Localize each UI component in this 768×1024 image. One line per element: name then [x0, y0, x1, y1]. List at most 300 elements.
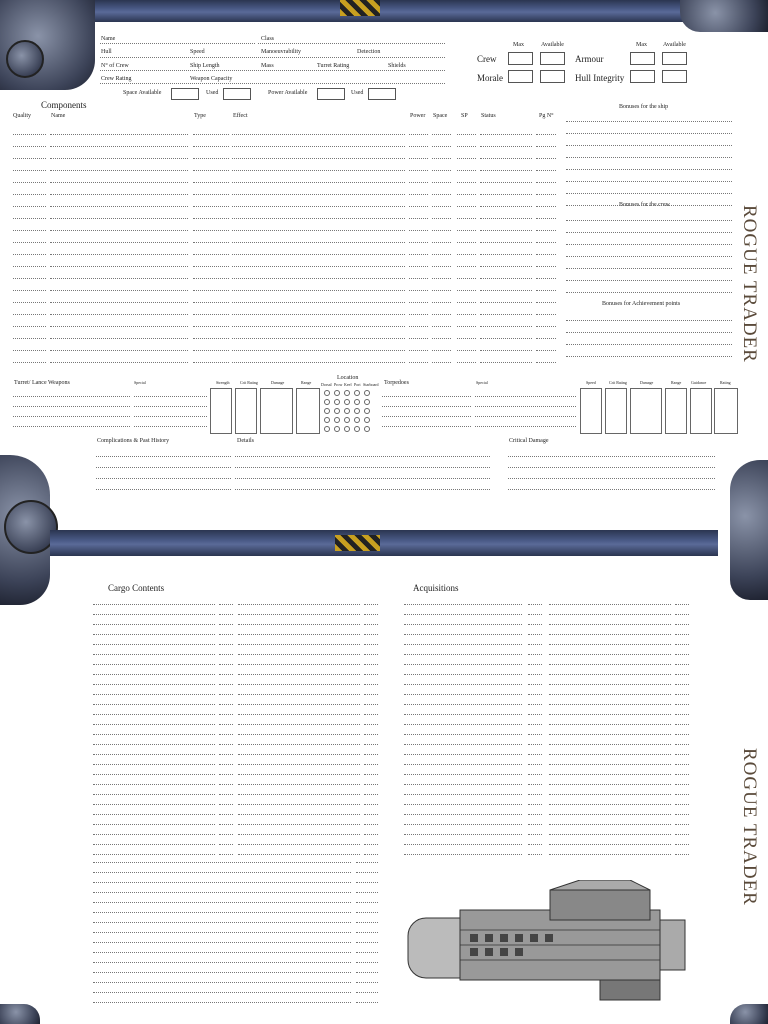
- component-cell[interactable]: [457, 218, 476, 219]
- cargo-line[interactable]: [238, 674, 360, 675]
- cargo-qty-line[interactable]: [356, 942, 378, 943]
- acquisition-line[interactable]: [404, 664, 522, 665]
- cargo-line[interactable]: [93, 734, 215, 735]
- component-cell[interactable]: [536, 314, 556, 315]
- cargo-qty-line[interactable]: [364, 714, 378, 715]
- component-cell[interactable]: [193, 158, 229, 159]
- location-checkbox[interactable]: [334, 408, 340, 414]
- component-cell[interactable]: [409, 170, 428, 171]
- cargo-line[interactable]: [238, 834, 360, 835]
- cargo-qty-line[interactable]: [364, 624, 378, 625]
- cargo-line[interactable]: [93, 942, 351, 943]
- acquisition-line[interactable]: [549, 794, 671, 795]
- component-cell[interactable]: [457, 182, 476, 183]
- cargo-line[interactable]: [238, 634, 360, 635]
- component-cell[interactable]: [232, 182, 405, 183]
- component-cell[interactable]: [432, 302, 451, 303]
- cargo-qty-line[interactable]: [364, 614, 378, 615]
- acquisition-qty-line[interactable]: [528, 624, 542, 625]
- acquisition-qty-line[interactable]: [528, 654, 542, 655]
- morale-available-box[interactable]: [540, 70, 565, 83]
- cargo-qty-line[interactable]: [219, 714, 233, 715]
- acquisition-qty-line[interactable]: [675, 604, 689, 605]
- acquisition-line[interactable]: [404, 734, 522, 735]
- component-cell[interactable]: [409, 314, 428, 315]
- cargo-qty-line[interactable]: [364, 734, 378, 735]
- bonus-line[interactable]: [566, 280, 732, 281]
- acquisition-qty-line[interactable]: [675, 854, 689, 855]
- cargo-line[interactable]: [93, 794, 215, 795]
- bonus-line[interactable]: [566, 344, 732, 345]
- component-cell[interactable]: [432, 362, 451, 363]
- component-cell[interactable]: [432, 146, 451, 147]
- acquisition-qty-line[interactable]: [528, 824, 542, 825]
- acquisition-line[interactable]: [549, 604, 671, 605]
- cargo-line[interactable]: [93, 694, 215, 695]
- location-checkbox[interactable]: [324, 390, 330, 396]
- cargo-line[interactable]: [238, 744, 360, 745]
- component-cell[interactable]: [480, 362, 532, 363]
- cargo-qty-line[interactable]: [219, 644, 233, 645]
- component-cell[interactable]: [432, 182, 451, 183]
- acquisition-qty-line[interactable]: [528, 644, 542, 645]
- component-cell[interactable]: [409, 218, 428, 219]
- acquisition-qty-line[interactable]: [675, 614, 689, 615]
- hull-integrity-available-box[interactable]: [662, 70, 687, 83]
- component-cell[interactable]: [193, 254, 229, 255]
- cargo-qty-line[interactable]: [364, 824, 378, 825]
- acquisition-line[interactable]: [549, 804, 671, 805]
- component-cell[interactable]: [480, 134, 532, 135]
- bonus-line[interactable]: [566, 244, 732, 245]
- acquisition-qty-line[interactable]: [528, 634, 542, 635]
- cargo-qty-line[interactable]: [219, 754, 233, 755]
- acquisition-line[interactable]: [549, 764, 671, 765]
- location-checkbox[interactable]: [324, 417, 330, 423]
- acquisition-qty-line[interactable]: [675, 634, 689, 635]
- acquisition-qty-line[interactable]: [528, 704, 542, 705]
- cargo-line[interactable]: [93, 674, 215, 675]
- turret-special-line[interactable]: [134, 416, 207, 417]
- cargo-line[interactable]: [93, 902, 351, 903]
- component-cell[interactable]: [432, 194, 451, 195]
- acquisition-line[interactable]: [404, 834, 522, 835]
- cargo-line[interactable]: [93, 952, 351, 953]
- component-cell[interactable]: [50, 278, 188, 279]
- component-cell[interactable]: [409, 194, 428, 195]
- component-cell[interactable]: [480, 278, 532, 279]
- acquisition-line[interactable]: [549, 664, 671, 665]
- morale-max-box[interactable]: [508, 70, 533, 83]
- component-cell[interactable]: [50, 146, 188, 147]
- cargo-line[interactable]: [93, 764, 215, 765]
- component-cell[interactable]: [193, 362, 229, 363]
- component-cell[interactable]: [193, 218, 229, 219]
- component-cell[interactable]: [232, 314, 405, 315]
- cargo-qty-line[interactable]: [356, 922, 378, 923]
- cargo-qty-line[interactable]: [364, 854, 378, 855]
- cargo-line[interactable]: [93, 824, 215, 825]
- cargo-qty-line[interactable]: [364, 694, 378, 695]
- component-cell[interactable]: [457, 134, 476, 135]
- component-cell[interactable]: [409, 206, 428, 207]
- acquisition-line[interactable]: [549, 704, 671, 705]
- component-cell[interactable]: [193, 302, 229, 303]
- component-cell[interactable]: [50, 218, 188, 219]
- component-cell[interactable]: [480, 218, 532, 219]
- cargo-line[interactable]: [93, 684, 215, 685]
- location-checkbox[interactable]: [324, 408, 330, 414]
- component-cell[interactable]: [480, 338, 532, 339]
- cargo-qty-line[interactable]: [219, 704, 233, 705]
- component-cell[interactable]: [480, 350, 532, 351]
- acquisition-qty-line[interactable]: [675, 724, 689, 725]
- component-cell[interactable]: [13, 278, 46, 279]
- cargo-line[interactable]: [93, 704, 215, 705]
- bonus-line[interactable]: [566, 121, 732, 122]
- location-checkbox[interactable]: [344, 417, 350, 423]
- location-checkbox[interactable]: [364, 399, 370, 405]
- cargo-qty-line[interactable]: [364, 814, 378, 815]
- acquisition-qty-line[interactable]: [528, 604, 542, 605]
- acquisition-line[interactable]: [549, 654, 671, 655]
- cargo-qty-line[interactable]: [219, 794, 233, 795]
- component-cell[interactable]: [193, 266, 229, 267]
- component-cell[interactable]: [457, 242, 476, 243]
- acquisition-line[interactable]: [404, 844, 522, 845]
- acquisition-qty-line[interactable]: [528, 844, 542, 845]
- cargo-line[interactable]: [93, 862, 351, 863]
- torpedo-line[interactable]: [382, 396, 471, 397]
- bonus-line[interactable]: [566, 169, 732, 170]
- acquisition-line[interactable]: [549, 774, 671, 775]
- component-cell[interactable]: [536, 290, 556, 291]
- bonus-line[interactable]: [566, 256, 732, 257]
- cargo-line[interactable]: [93, 872, 351, 873]
- component-cell[interactable]: [480, 170, 532, 171]
- cargo-qty-line[interactable]: [364, 604, 378, 605]
- cargo-qty-line[interactable]: [356, 862, 378, 863]
- cargo-line[interactable]: [238, 654, 360, 655]
- power-available-box[interactable]: [317, 88, 345, 100]
- turret-stat-cell[interactable]: [210, 388, 232, 434]
- component-cell[interactable]: [457, 278, 476, 279]
- component-cell[interactable]: [193, 206, 229, 207]
- cargo-qty-line[interactable]: [356, 912, 378, 913]
- acquisition-qty-line[interactable]: [675, 844, 689, 845]
- cargo-line[interactable]: [238, 614, 360, 615]
- component-cell[interactable]: [536, 362, 556, 363]
- component-cell[interactable]: [193, 338, 229, 339]
- acquisition-line[interactable]: [404, 724, 522, 725]
- torpedo-stat-cell[interactable]: [714, 388, 738, 434]
- component-cell[interactable]: [232, 170, 405, 171]
- bonus-line[interactable]: [566, 193, 732, 194]
- turret-weapon-line[interactable]: [13, 416, 130, 417]
- location-checkbox[interactable]: [364, 408, 370, 414]
- acquisition-qty-line[interactable]: [675, 654, 689, 655]
- component-cell[interactable]: [13, 302, 46, 303]
- cargo-line[interactable]: [93, 892, 351, 893]
- torpedo-stat-cell[interactable]: [665, 388, 687, 434]
- hull-integrity-max-box[interactable]: [630, 70, 655, 83]
- turret-special-line[interactable]: [134, 426, 207, 427]
- component-cell[interactable]: [536, 146, 556, 147]
- acquisition-qty-line[interactable]: [528, 854, 542, 855]
- cargo-line[interactable]: [238, 604, 360, 605]
- component-cell[interactable]: [13, 218, 46, 219]
- cargo-qty-line[interactable]: [219, 634, 233, 635]
- cargo-line[interactable]: [238, 724, 360, 725]
- component-cell[interactable]: [536, 266, 556, 267]
- component-cell[interactable]: [480, 182, 532, 183]
- component-cell[interactable]: [193, 290, 229, 291]
- cargo-line[interactable]: [93, 714, 215, 715]
- cargo-line[interactable]: [238, 824, 360, 825]
- acquisition-qty-line[interactable]: [675, 684, 689, 685]
- acquisition-line[interactable]: [404, 624, 522, 625]
- cargo-qty-line[interactable]: [364, 724, 378, 725]
- acquisition-qty-line[interactable]: [675, 644, 689, 645]
- component-cell[interactable]: [50, 266, 188, 267]
- acquisition-qty-line[interactable]: [675, 784, 689, 785]
- cargo-line[interactable]: [93, 932, 351, 933]
- acquisition-line[interactable]: [404, 714, 522, 715]
- cargo-line[interactable]: [238, 814, 360, 815]
- component-cell[interactable]: [50, 338, 188, 339]
- acquisition-line[interactable]: [549, 734, 671, 735]
- cargo-qty-line[interactable]: [364, 784, 378, 785]
- acquisition-qty-line[interactable]: [675, 674, 689, 675]
- bonus-line[interactable]: [566, 356, 732, 357]
- acquisition-line[interactable]: [549, 614, 671, 615]
- cargo-line[interactable]: [238, 694, 360, 695]
- component-cell[interactable]: [193, 278, 229, 279]
- component-cell[interactable]: [409, 290, 428, 291]
- cargo-qty-line[interactable]: [219, 774, 233, 775]
- component-cell[interactable]: [13, 254, 46, 255]
- component-cell[interactable]: [232, 278, 405, 279]
- cargo-qty-line[interactable]: [364, 764, 378, 765]
- torpedo-stat-cell[interactable]: [690, 388, 712, 434]
- component-cell[interactable]: [536, 350, 556, 351]
- location-checkbox[interactable]: [364, 417, 370, 423]
- acquisition-qty-line[interactable]: [675, 744, 689, 745]
- cargo-qty-line[interactable]: [219, 834, 233, 835]
- component-cell[interactable]: [13, 266, 46, 267]
- location-checkbox[interactable]: [354, 408, 360, 414]
- component-cell[interactable]: [232, 302, 405, 303]
- cargo-qty-line[interactable]: [219, 844, 233, 845]
- acquisition-line[interactable]: [404, 754, 522, 755]
- cargo-line[interactable]: [93, 624, 215, 625]
- acquisition-qty-line[interactable]: [528, 714, 542, 715]
- bonus-line[interactable]: [566, 145, 732, 146]
- acquisition-qty-line[interactable]: [528, 734, 542, 735]
- cargo-qty-line[interactable]: [219, 724, 233, 725]
- component-cell[interactable]: [432, 290, 451, 291]
- acquisition-line[interactable]: [549, 634, 671, 635]
- acquisition-line[interactable]: [549, 674, 671, 675]
- cargo-qty-line[interactable]: [364, 664, 378, 665]
- location-checkbox[interactable]: [354, 390, 360, 396]
- location-checkbox[interactable]: [344, 426, 350, 432]
- acquisition-qty-line[interactable]: [528, 744, 542, 745]
- cargo-qty-line[interactable]: [364, 744, 378, 745]
- cargo-line[interactable]: [93, 962, 351, 963]
- power-used-box[interactable]: [368, 88, 396, 100]
- cargo-qty-line[interactable]: [364, 654, 378, 655]
- component-cell[interactable]: [13, 230, 46, 231]
- component-cell[interactable]: [193, 146, 229, 147]
- cargo-qty-line[interactable]: [356, 952, 378, 953]
- component-cell[interactable]: [13, 170, 46, 171]
- acquisition-line[interactable]: [549, 694, 671, 695]
- component-cell[interactable]: [13, 146, 46, 147]
- component-cell[interactable]: [232, 350, 405, 351]
- component-cell[interactable]: [50, 230, 188, 231]
- component-cell[interactable]: [50, 326, 188, 327]
- cargo-qty-line[interactable]: [356, 882, 378, 883]
- component-cell[interactable]: [432, 254, 451, 255]
- cargo-qty-line[interactable]: [219, 654, 233, 655]
- acquisition-line[interactable]: [549, 814, 671, 815]
- torpedo-stat-cell[interactable]: [580, 388, 602, 434]
- acquisition-line[interactable]: [404, 644, 522, 645]
- cargo-line[interactable]: [93, 744, 215, 745]
- turret-stat-cell[interactable]: [235, 388, 257, 434]
- location-checkbox[interactable]: [364, 390, 370, 396]
- cargo-qty-line[interactable]: [219, 604, 233, 605]
- acquisition-qty-line[interactable]: [528, 684, 542, 685]
- cargo-line[interactable]: [238, 704, 360, 705]
- component-cell[interactable]: [457, 146, 476, 147]
- component-cell[interactable]: [193, 314, 229, 315]
- component-cell[interactable]: [409, 350, 428, 351]
- component-cell[interactable]: [432, 326, 451, 327]
- acquisition-line[interactable]: [404, 634, 522, 635]
- cargo-line[interactable]: [93, 754, 215, 755]
- cargo-qty-line[interactable]: [219, 614, 233, 615]
- bonus-line[interactable]: [566, 133, 732, 134]
- component-cell[interactable]: [457, 170, 476, 171]
- component-cell[interactable]: [480, 158, 532, 159]
- torpedo-special-line[interactable]: [475, 416, 576, 417]
- component-cell[interactable]: [457, 158, 476, 159]
- location-checkbox[interactable]: [324, 426, 330, 432]
- component-cell[interactable]: [409, 146, 428, 147]
- turret-weapon-line[interactable]: [13, 396, 130, 397]
- cargo-qty-line[interactable]: [219, 734, 233, 735]
- torpedo-line[interactable]: [382, 406, 471, 407]
- component-cell[interactable]: [13, 290, 46, 291]
- component-cell[interactable]: [50, 206, 188, 207]
- acquisition-qty-line[interactable]: [675, 814, 689, 815]
- torpedo-special-line[interactable]: [475, 406, 576, 407]
- component-cell[interactable]: [536, 254, 556, 255]
- component-cell[interactable]: [432, 242, 451, 243]
- component-cell[interactable]: [193, 170, 229, 171]
- acquisition-qty-line[interactable]: [528, 764, 542, 765]
- component-cell[interactable]: [13, 206, 46, 207]
- cargo-line[interactable]: [93, 882, 351, 883]
- component-cell[interactable]: [480, 230, 532, 231]
- component-cell[interactable]: [50, 362, 188, 363]
- acquisition-line[interactable]: [404, 704, 522, 705]
- cargo-qty-line[interactable]: [364, 794, 378, 795]
- component-cell[interactable]: [232, 194, 405, 195]
- component-cell[interactable]: [536, 182, 556, 183]
- component-cell[interactable]: [13, 182, 46, 183]
- component-cell[interactable]: [457, 230, 476, 231]
- acquisition-line[interactable]: [404, 744, 522, 745]
- cargo-line[interactable]: [238, 854, 360, 855]
- component-cell[interactable]: [536, 206, 556, 207]
- component-cell[interactable]: [432, 170, 451, 171]
- component-cell[interactable]: [409, 242, 428, 243]
- component-cell[interactable]: [409, 302, 428, 303]
- component-cell[interactable]: [457, 338, 476, 339]
- cargo-line[interactable]: [93, 912, 351, 913]
- component-cell[interactable]: [536, 194, 556, 195]
- cargo-line[interactable]: [238, 754, 360, 755]
- acquisition-line[interactable]: [549, 754, 671, 755]
- torpedo-line[interactable]: [382, 426, 471, 427]
- acquisition-line[interactable]: [404, 774, 522, 775]
- cargo-line[interactable]: [93, 814, 215, 815]
- component-cell[interactable]: [232, 326, 405, 327]
- component-cell[interactable]: [13, 326, 46, 327]
- location-checkbox[interactable]: [364, 426, 370, 432]
- bonus-line[interactable]: [566, 157, 732, 158]
- component-cell[interactable]: [409, 182, 428, 183]
- bonus-line[interactable]: [566, 292, 732, 293]
- cargo-qty-line[interactable]: [364, 844, 378, 845]
- cargo-qty-line[interactable]: [219, 744, 233, 745]
- cargo-line[interactable]: [238, 784, 360, 785]
- component-cell[interactable]: [536, 230, 556, 231]
- cargo-line[interactable]: [93, 614, 215, 615]
- acquisition-qty-line[interactable]: [528, 804, 542, 805]
- cargo-qty-line[interactable]: [219, 854, 233, 855]
- component-cell[interactable]: [432, 230, 451, 231]
- component-cell[interactable]: [432, 134, 451, 135]
- cargo-qty-line[interactable]: [364, 774, 378, 775]
- component-cell[interactable]: [409, 158, 428, 159]
- cargo-qty-line[interactable]: [219, 824, 233, 825]
- acquisition-line[interactable]: [404, 764, 522, 765]
- acquisition-qty-line[interactable]: [675, 764, 689, 765]
- component-cell[interactable]: [13, 314, 46, 315]
- cargo-qty-line[interactable]: [219, 814, 233, 815]
- acquisition-qty-line[interactable]: [675, 794, 689, 795]
- cargo-qty-line[interactable]: [219, 784, 233, 785]
- acquisition-qty-line[interactable]: [675, 734, 689, 735]
- component-cell[interactable]: [232, 242, 405, 243]
- component-cell[interactable]: [13, 134, 46, 135]
- component-cell[interactable]: [409, 134, 428, 135]
- acquisition-qty-line[interactable]: [528, 814, 542, 815]
- cargo-line[interactable]: [238, 684, 360, 685]
- cargo-line[interactable]: [238, 644, 360, 645]
- component-cell[interactable]: [50, 182, 188, 183]
- cargo-qty-line[interactable]: [364, 804, 378, 805]
- acquisition-qty-line[interactable]: [528, 614, 542, 615]
- cargo-qty-line[interactable]: [364, 634, 378, 635]
- acquisition-line[interactable]: [549, 744, 671, 745]
- component-cell[interactable]: [536, 158, 556, 159]
- component-cell[interactable]: [480, 326, 532, 327]
